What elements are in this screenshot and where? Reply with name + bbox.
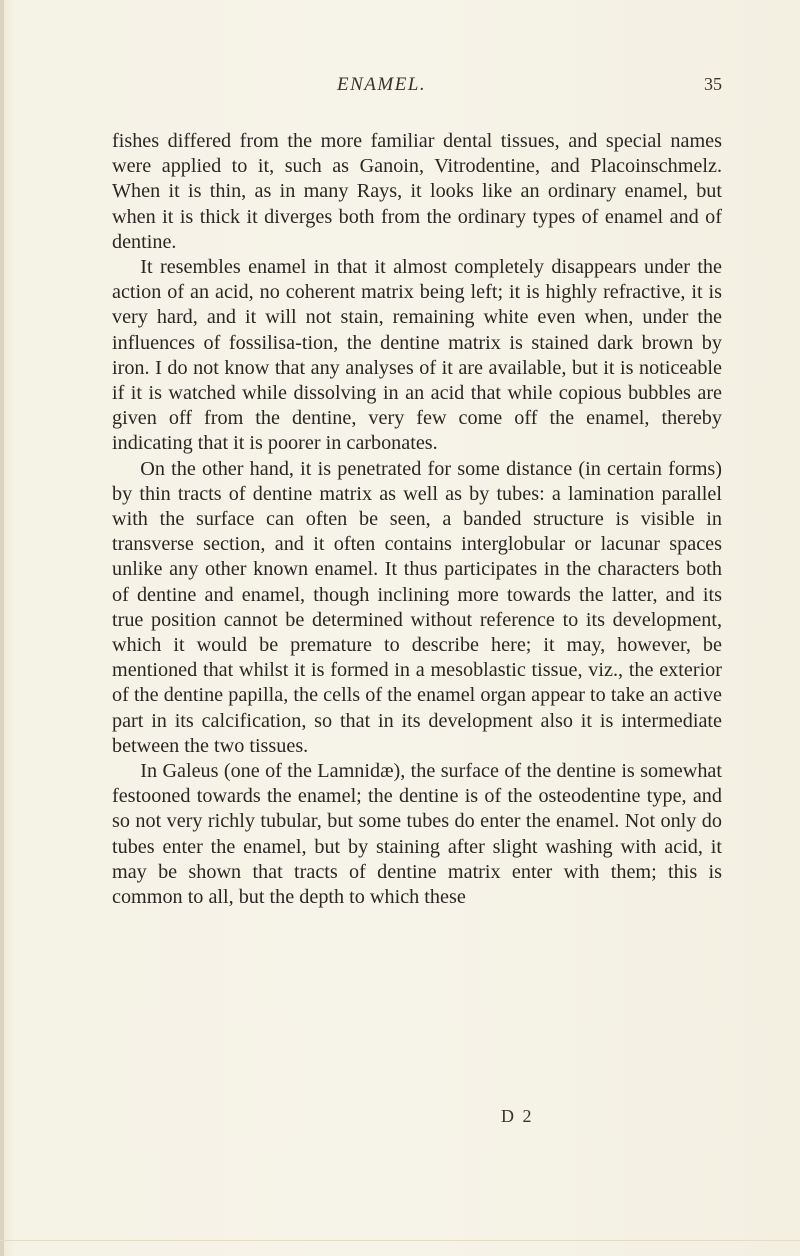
body-text xyxy=(112,129,722,910)
running-head xyxy=(112,74,722,104)
page-bottom-edge xyxy=(0,1240,800,1241)
paragraph-structure: On the other hand, it is penetrated for some distance (in certain forms) by thin tracts of dentine matrix as well as by tubes: a lamination parallel with the surface can often be seen, a banded structure is visible in transverse section, and it often contains interglobular or lacunar spaces unlike any other known enamel. It thus participates in the characters both of dentine and enamel, though inclining more towards the latter, and its true position cannot be determined without reference to its development, which it would be premature to describe here; it may, however, be mentioned that whilst it is formed in a mesoblastic tissue, viz., the exterior of the dentine papilla, the cells of the enamel organ appear to take an active part in its calcification, so that in its development also it is intermediate between the two tissues. xyxy=(112,457,722,757)
page-number: 35 xyxy=(704,74,722,94)
paragraph-properties: It resembles enamel in that it almost completely disappears under the action of an acid, no coherent matrix being left; it is highly refractive, it is very hard, and it will not stain, remaining white even when, under the influences of fossilisa-tion, the dentine matrix is stained dark brown by iron. I do not know that any analyses of it are available, but it is noticeable if it is watched while dissolving in an acid that while copious bubbles are given off from the dentine, very few come off the enamel, thereby indicating that it is poorer in carbonates. xyxy=(112,256,722,455)
paragraph-galeus: In Galeus (one of the Lamnidæ), the surface of the dentine is somewhat festooned towards the enamel; the dentine is of the osteodentine type, and so not very richly tubular, but some tubes do enter the enamel. Not only do tubes enter the enamel, but by staining after slight washing with acid, it may be shown that tracts of dentine matrix enter with them; this is common to all, but the depth to which these xyxy=(112,760,722,909)
signature-mark: D 2 xyxy=(501,1106,534,1126)
running-title: ENAMEL. xyxy=(337,74,427,95)
page-spine-edge xyxy=(0,0,4,1256)
paragraph-continued: fishes differed from the more familiar dental tissues, and special names were applied to it, such as Ganoin, Vitrodentine, and Placoinschmelz. When it is thin, as in many Rays, it looks like an ordinary enamel, but when it is thick it diverges both from the ordinary types of enamel and of dentine. xyxy=(112,130,722,253)
